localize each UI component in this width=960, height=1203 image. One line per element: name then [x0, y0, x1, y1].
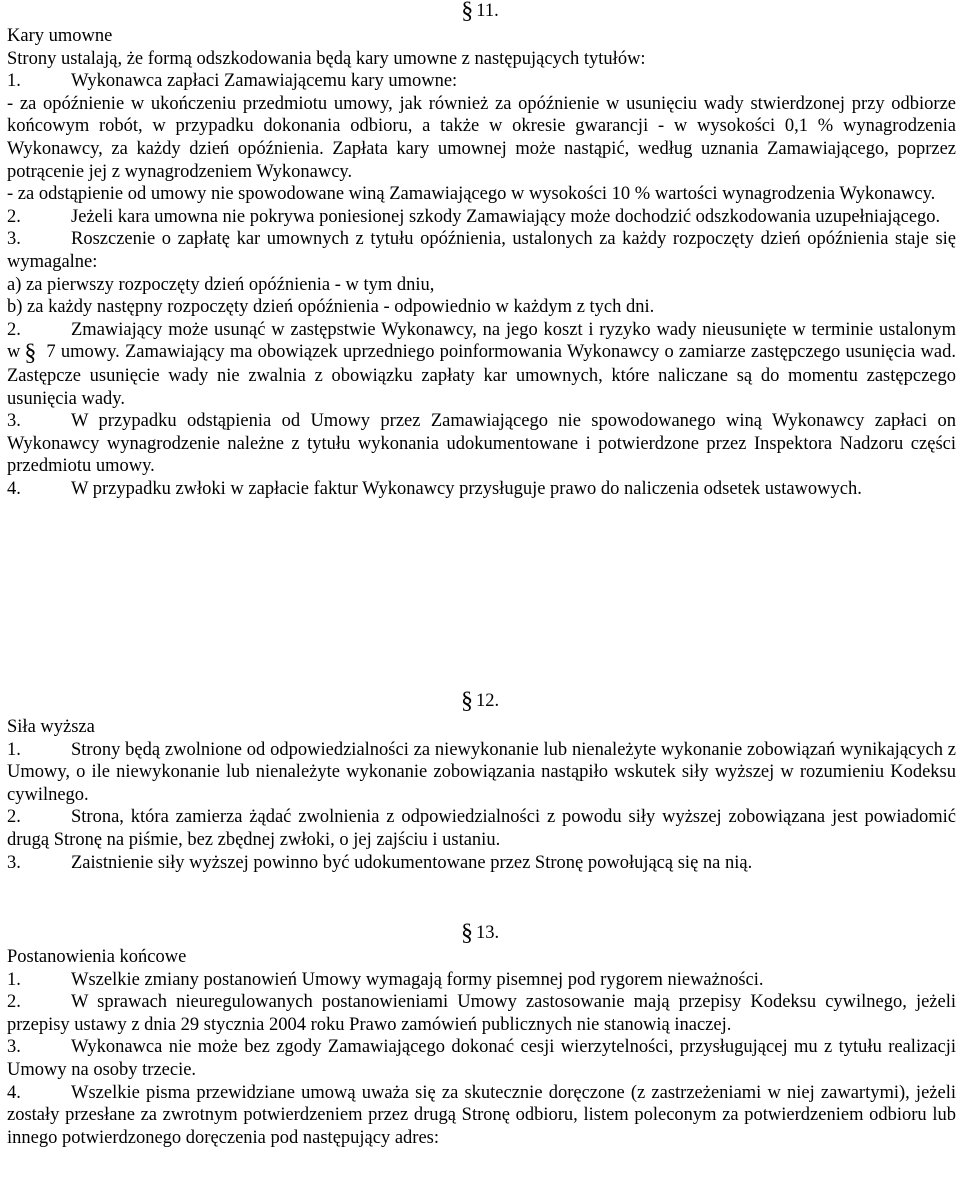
section-12-item-1: [7, 739, 956, 807]
item-text: Zaistnienie siły wyższej powinno być udokumentowane przez Stronę powołującą się na nią.: [71, 852, 753, 873]
section-13-item-2: [7, 991, 956, 1036]
section-13-item-3: [7, 1036, 956, 1081]
section-13-item-1: [7, 969, 956, 992]
item-text-continued: 7 umowy. Zamawiający ma obowiązek uprzedniego poinformowania Wykonawcy o zamiarze zastępczego usunięcia wad. Zastępcze usunięcie wady nie zwalnia z obowiązku zapłaty kar umownych, które naliczane są do momentu zastępczego usunięcia wady.: [7, 342, 956, 409]
section-11-item-4: [7, 319, 956, 410]
section-11-item-3: [7, 228, 956, 273]
item-number: 3.: [7, 1037, 21, 1058]
section-sign: §: [461, 0, 474, 24]
section-12-title: Siła wyższa: [7, 717, 95, 737]
item-text: W przypadku odstąpienia od Umowy przez Zamawiającego nie spowodowanego winą Wykonawcy zapłaci on Wykonawcy wynagrodzenie należne z tytułu wykonania udokumentowane i potwierdzone przez Inspektora Nadzoru części przedmiotu umowy.: [7, 411, 956, 477]
section-12-body: [7, 716, 956, 874]
section-number: 13.: [475, 923, 500, 943]
item-number: 3.: [7, 411, 21, 432]
section-12-item-3: [7, 852, 956, 875]
item-number: 2.: [7, 206, 21, 227]
item-text: Jeżeli kara umowna nie pokrywa poniesionej szkody Zamawiający może dochodzić odszkodowania uzupełniającego.: [71, 206, 941, 227]
item-number: 2.: [7, 807, 21, 828]
section-11-item-5: [7, 410, 956, 478]
item-text: Zmawiający może usunąć w zastępstwie Wykonawcy, na jego koszt i ryzyko wady nieusunięte w terminie ustalonym w: [7, 319, 956, 363]
section-13-heading: [0, 922, 960, 944]
item-number: 1.: [7, 71, 21, 92]
item-text: Roszczenie o zapłatę kar umownych z tytułu opóźnienia, ustalonych za każdy rozpoczęty dzień opóźnienia staje się wymagalne:: [7, 229, 956, 272]
section-11-item-1a: - za opóźnienie w ukończeniu przedmiotu umowy, jak również za opóźnienie w usunięciu wady stwierdzonej przy odbiorze końcowym robót, w przypadku dokonania odbioru, a także w okresie gwarancji - w wysokości 0,1 % wynagrodzenia Wykonawcy, za każdy dzień opóźnienia. Zapłata kary umownej może nastąpić, według uznania Zamawiającego, poprzez potrącenie jej z wynagrodzeniem Wykonawcy.: [7, 93, 956, 182]
item-text: W przypadku zwłoki w zapłacie faktur Wykonawcy przysługuje prawo do naliczenia odsetek ustawowych.: [71, 478, 862, 499]
section-number: 11.: [476, 1, 499, 21]
section-11-item-1b: - za odstąpienie od umowy nie spowodowane winą Zamawiającego w wysokości 10 % wartości wynagrodzenia Wykonawcy.: [7, 184, 936, 205]
item-number: 2.: [7, 992, 21, 1013]
item-text: Wszelkie pisma przewidziane umową uważa się za skutecznie doręczone (z zastrzeżeniami w niej zawartymi), jeżeli zostały przesłane za zwrotnym potwierdzeniem przez drugą Stronę odbioru, listem poleconym za potwierdzeniem odbioru lub innego potwierdzonego doręczenia pod następujący adres:: [7, 1082, 956, 1148]
section-11-item-6: [7, 478, 956, 501]
item-number: 2.: [7, 319, 21, 340]
section-11-intro: Strony ustalają, że formą odszkodowania będą kary umowne z następujących tytułów:: [7, 48, 646, 69]
section-13-body: [7, 946, 956, 1149]
item-number: 1.: [7, 739, 21, 760]
section-11-item-2: [7, 206, 956, 229]
section-11-item-3a: a) za pierwszy rozpoczęty dzień opóźnienia - w tym dniu,: [7, 274, 435, 295]
item-text: Strony będą zwolnione od odpowiedzialności za niewykonanie lub nienależyte wykonanie zobowiązań wynikających z Umowy, o ile niewykonanie lub nienależyte wykonanie zobowiązania nastąpiło wskutek siły wyższej w rozumieniu Kodeksu cywilnego.: [7, 739, 956, 805]
section-sign: §: [460, 688, 473, 714]
section-12-heading: [0, 690, 960, 712]
section-number: 12.: [475, 691, 500, 711]
item-text: W sprawach nieuregulowanych postanowieniami Umowy zastosowanie mają przepisy Kodeksu cywilnego, jeżeli przepisy ustawy z dnia 29 stycznia 2004 roku Prawo zamówień publicznych nie stanowią inaczej.: [7, 992, 956, 1035]
item-text: Wykonawca zapłaci Zamawiającemu kary umowne:: [71, 71, 458, 92]
section-11-item-1: [7, 70, 956, 93]
item-number: 1.: [7, 969, 21, 990]
section-sign: §: [460, 920, 473, 946]
section-11-body: [7, 25, 956, 500]
item-number: 3.: [7, 229, 21, 250]
item-number: 4.: [7, 1082, 21, 1103]
item-text: Wykonawca nie może bez zgody Zamawiającego dokonać cesji wierzytelności, przysługującej mu z tytułu realizacji Umowy na osoby trzecie.: [7, 1037, 956, 1080]
section-11-title: Kary umowne: [7, 26, 113, 46]
section-13-title: Postanowienia końcowe: [7, 947, 187, 967]
section-11-item-3b: b) za każdy następny rozpoczęty dzień opóźnienia - odpowiednio w każdym z tych dni.: [7, 297, 655, 318]
section-11-heading: [0, 0, 960, 22]
item-number: 3.: [7, 852, 21, 873]
item-text: Strona, która zamierza żądać zwolnienia z odpowiedzialności z powodu siły wyższej zobowiązana jest powiadomić drugą Stronę na piśmie, bez zbędnej zwłoki, o jej zajściu i ustaniu.: [7, 807, 956, 850]
section-sign: §: [24, 340, 37, 367]
item-text: Wszelkie zmiany postanowień Umowy wymagają formy pisemnej pod rygorem nieważności.: [71, 969, 764, 990]
section-12-item-2: [7, 806, 956, 851]
section-13-item-4: [7, 1082, 956, 1150]
item-number: 4.: [7, 478, 21, 499]
